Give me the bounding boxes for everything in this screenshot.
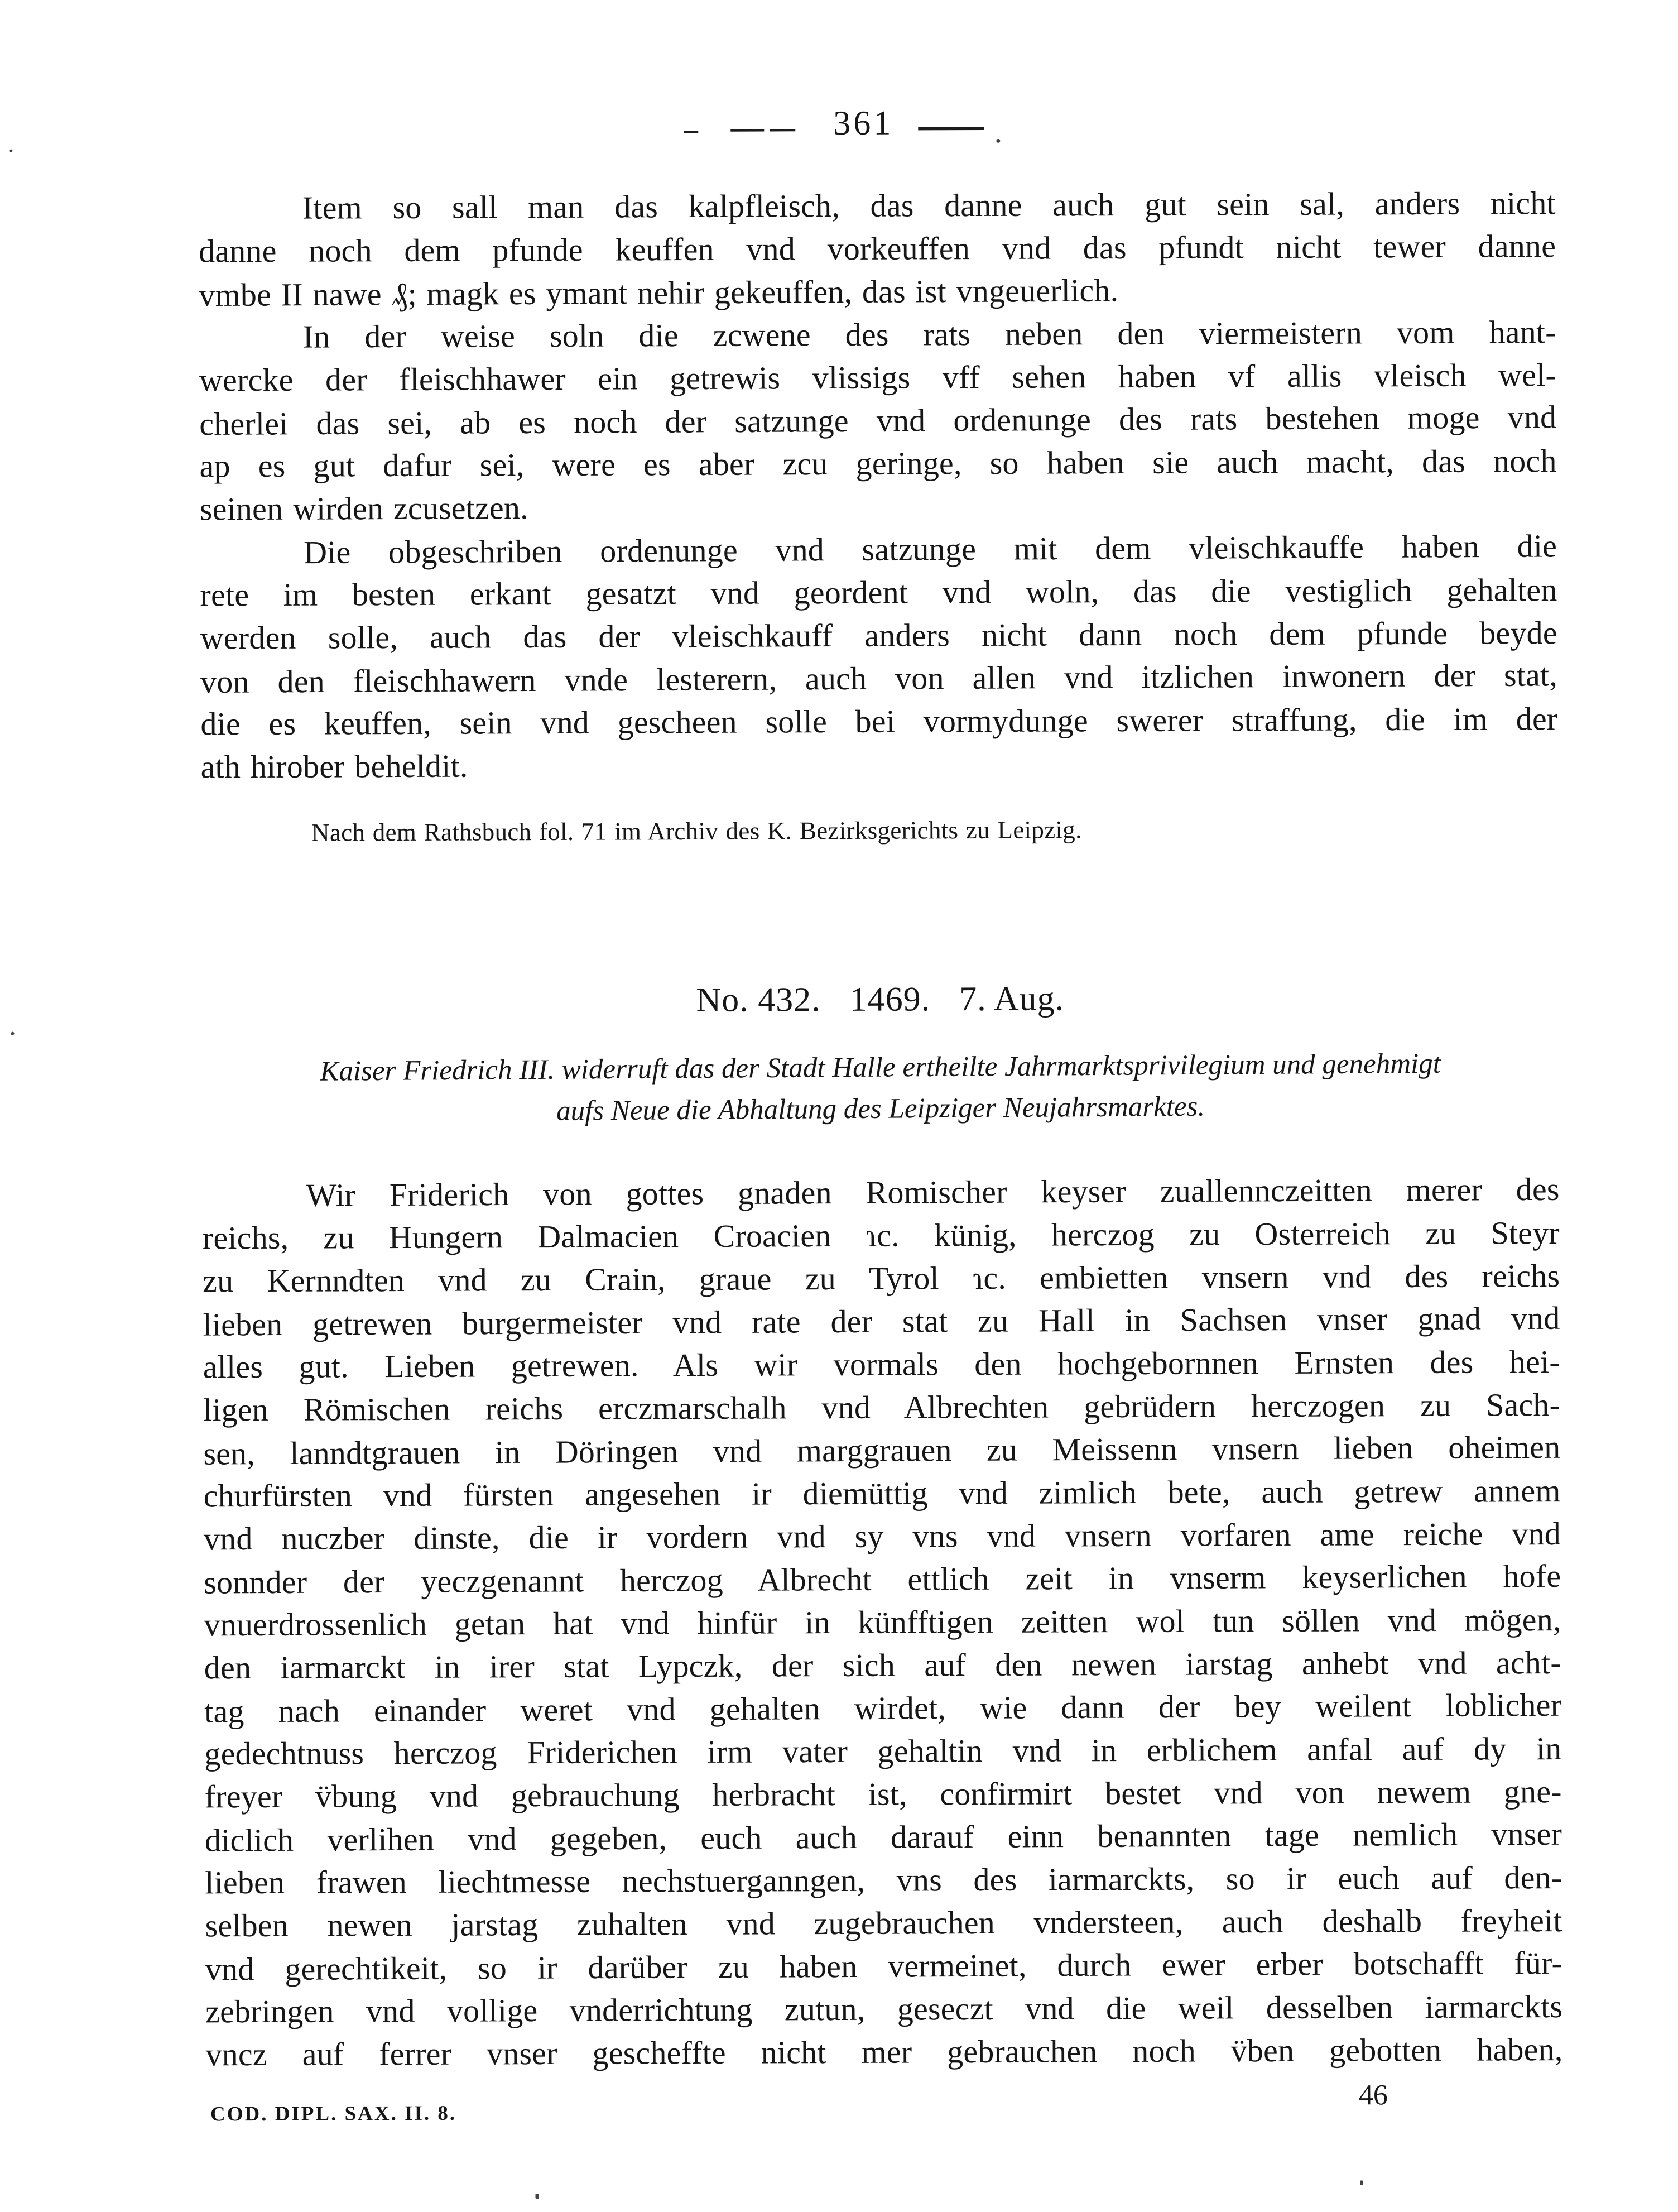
text-line: ligen Römischen reichs erczmarschalh vnd Albrechten gebrüdern herczogen zu Sach- — [203, 1386, 1561, 1428]
text-line: ath hirober beheldit. — [200, 747, 468, 785]
text-line: churfürsten vnd fürsten angesehen ir diemüttig vnd zimlich bete, auch getrew annem — [203, 1472, 1561, 1514]
entry-year: 1469. — [849, 980, 931, 1019]
text-line: lieben frawen liechtmesse nechstuerganngen, vns des iarmarckts, so ir euch auf den- — [205, 1859, 1562, 1901]
sheet-number: 46 — [1358, 2079, 1388, 2112]
text-line: sonnder der yeczgenannt herczog Albrecht ettlich zeit in vnserm keyserlichen hofe — [204, 1557, 1561, 1601]
series-signature: COD. DIPL. SAX. II. 8. — [210, 2101, 457, 2126]
text-line: freyer v̈bung vnd gebrauchung herbracht ist, confirmirt bestet vnd von newem gne- — [204, 1773, 1562, 1815]
scan-artifact — [996, 139, 1000, 143]
text-line: danne noch dem pfunde keuffen vnd vorkeuffen vnd das pfundt nicht tewer danne — [198, 228, 1556, 270]
text-line: aufs Neue die Abhaltung des Leipziger Neujahrsmarktes. — [556, 1091, 1205, 1127]
text-line: sen, lanndtgrauen in Döringen vnd marggrauen zu Meissenn vnsern lieben oheimen — [203, 1428, 1561, 1472]
text-line: Kaiser Friedrich III. widerruft das der Stadt Halle ertheilte Jahrmarktsprivilegium und genehmigt — [320, 1048, 1441, 1087]
text-line: die es keuffen, sein vnd gescheen solle bei vormydunge swerer straffung, die im der — [200, 700, 1558, 742]
header-left-dash-a — [730, 129, 764, 132]
text-line: zebringen vnd vollige vnderrichtung zutun, geseczt vnd die weil desselben iarmarckts — [205, 1988, 1563, 2030]
ordinance-text-block — [199, 181, 1558, 788]
text-line: selben newen jarstag zuhalten vnd zugebrauchen vndersteen, auch deshalb freyheit — [205, 1902, 1562, 1944]
text-line: vncz auf ferrer vnser gescheffte nicht mer gebrauchen noch v̈ben gebotten haben, — [205, 2031, 1563, 2073]
text-line: lieben getrewen burgermeister vnd rate der stat zu Hall in Sachsen vnser gnad vnd — [203, 1299, 1560, 1343]
text-line: den iarmarckt in irer stat Lypczk, der sich auf den newen iarstag anhebt vnd acht- — [204, 1644, 1561, 1686]
text-line: Die obgeschriben ordenunge vnd satzunge mit dem vleischkauffe haben die — [304, 527, 1557, 571]
source-note: Nach dem Rathsbuch fol. 71 im Archiv des K. Bezirksgerichts zu Leipzig. — [311, 815, 1082, 847]
text-line: ap es gut dafur sei, were es aber zcu geringe, so haben sie auch macht, das noch — [199, 443, 1557, 484]
text-line: diclich verlihen vnd gegeben, euch auch darauf einn benannten tage nemlich vnser — [204, 1815, 1562, 1859]
text-line: reichs, zu Hungern Dalmacien Croacien ɿc. künig, herczog zu Osterreich zu Steyr — [202, 1215, 1560, 1256]
entry-heading — [201, 977, 1559, 1022]
scan-artifact — [11, 1032, 14, 1035]
text-line: vnuerdrossenlich getan hat vnd hinfür in künfftigen zeitten wol tun söllen vnd mögen, — [204, 1601, 1561, 1643]
entry-number: No. 432. — [696, 981, 821, 1019]
text-line: cherlei das sei, ab es noch der satzunge vnd ordenunge des rats bestehen moge vnd — [199, 399, 1557, 443]
text-line: In der weise soln die zcwene des rats neben den viermeistern vom hant- — [302, 314, 1556, 355]
entry-date: 7. Aug. — [959, 980, 1065, 1019]
text-line: vmbe II nawe ₰; magk es ymant nehir gekeuffen, das ist vngeuerlich. — [199, 272, 1119, 314]
scan-artifact — [9, 150, 12, 152]
text-line: Wir Friderich von gottes gnaden Romischer keyser zuallennczeitten merer des — [306, 1170, 1560, 1213]
text-line: Item so sall man das kalpfleisch, das danne auch gut sein sal, anders nicht — [302, 185, 1556, 226]
text-line: werden solle, auch das der vleischkauff anders nicht dann noch dem pfunde beyde — [200, 615, 1557, 656]
header-left-dash-b — [770, 129, 795, 131]
scan-artifact — [535, 2194, 539, 2199]
page-number: 361 — [833, 104, 894, 143]
text-line: von den fleischhawern vnde lesterern, auch von allen vnd itzlichen inwonern der stat, — [200, 656, 1558, 700]
charter-text-block — [202, 1168, 1562, 2076]
header-left-dash-short — [684, 131, 698, 133]
header-right-dash — [918, 127, 984, 130]
text-line: vnd gerechtikeit, so ir darüber zu haben vermeinet, durch ewer erber botschafft für- — [205, 1944, 1563, 1988]
text-line: alles gut. Lieben getrewen. Als wir vormals den hochgebornnen Ernsten des hei- — [203, 1343, 1560, 1385]
entry-summary — [201, 1042, 1559, 1134]
text-line: vnd nuczber dinste, die ir vordern vnd sy vns vnd vnsern vorfaren ame reiche vnd — [203, 1515, 1561, 1557]
scan-artifact — [1360, 2180, 1363, 2185]
text-line: rete im besten erkant gesatzt vnd geordent vnd woln, das die vestiglich gehalten — [200, 572, 1557, 613]
text-line: zu Kernndten vnd zu Crain, graue zu Tyrol ɿc. embietten vnsern vnd des reichs — [203, 1258, 1560, 1299]
text-line: seinen wirden zcusetzen. — [199, 490, 528, 527]
text-line: tag nach einander weret vnd gehalten wirdet, wie dann der bey weilent loblicher — [204, 1686, 1562, 1730]
text-line: gedechtnuss herczog Friderichen irm vater gehaltin vnd in erblichem anfal auf dy in — [204, 1730, 1562, 1772]
text-line: wercke der fleischhawer ein getrewis vlissigs vff sehen haben vf allis vleisch wel- — [199, 357, 1557, 399]
